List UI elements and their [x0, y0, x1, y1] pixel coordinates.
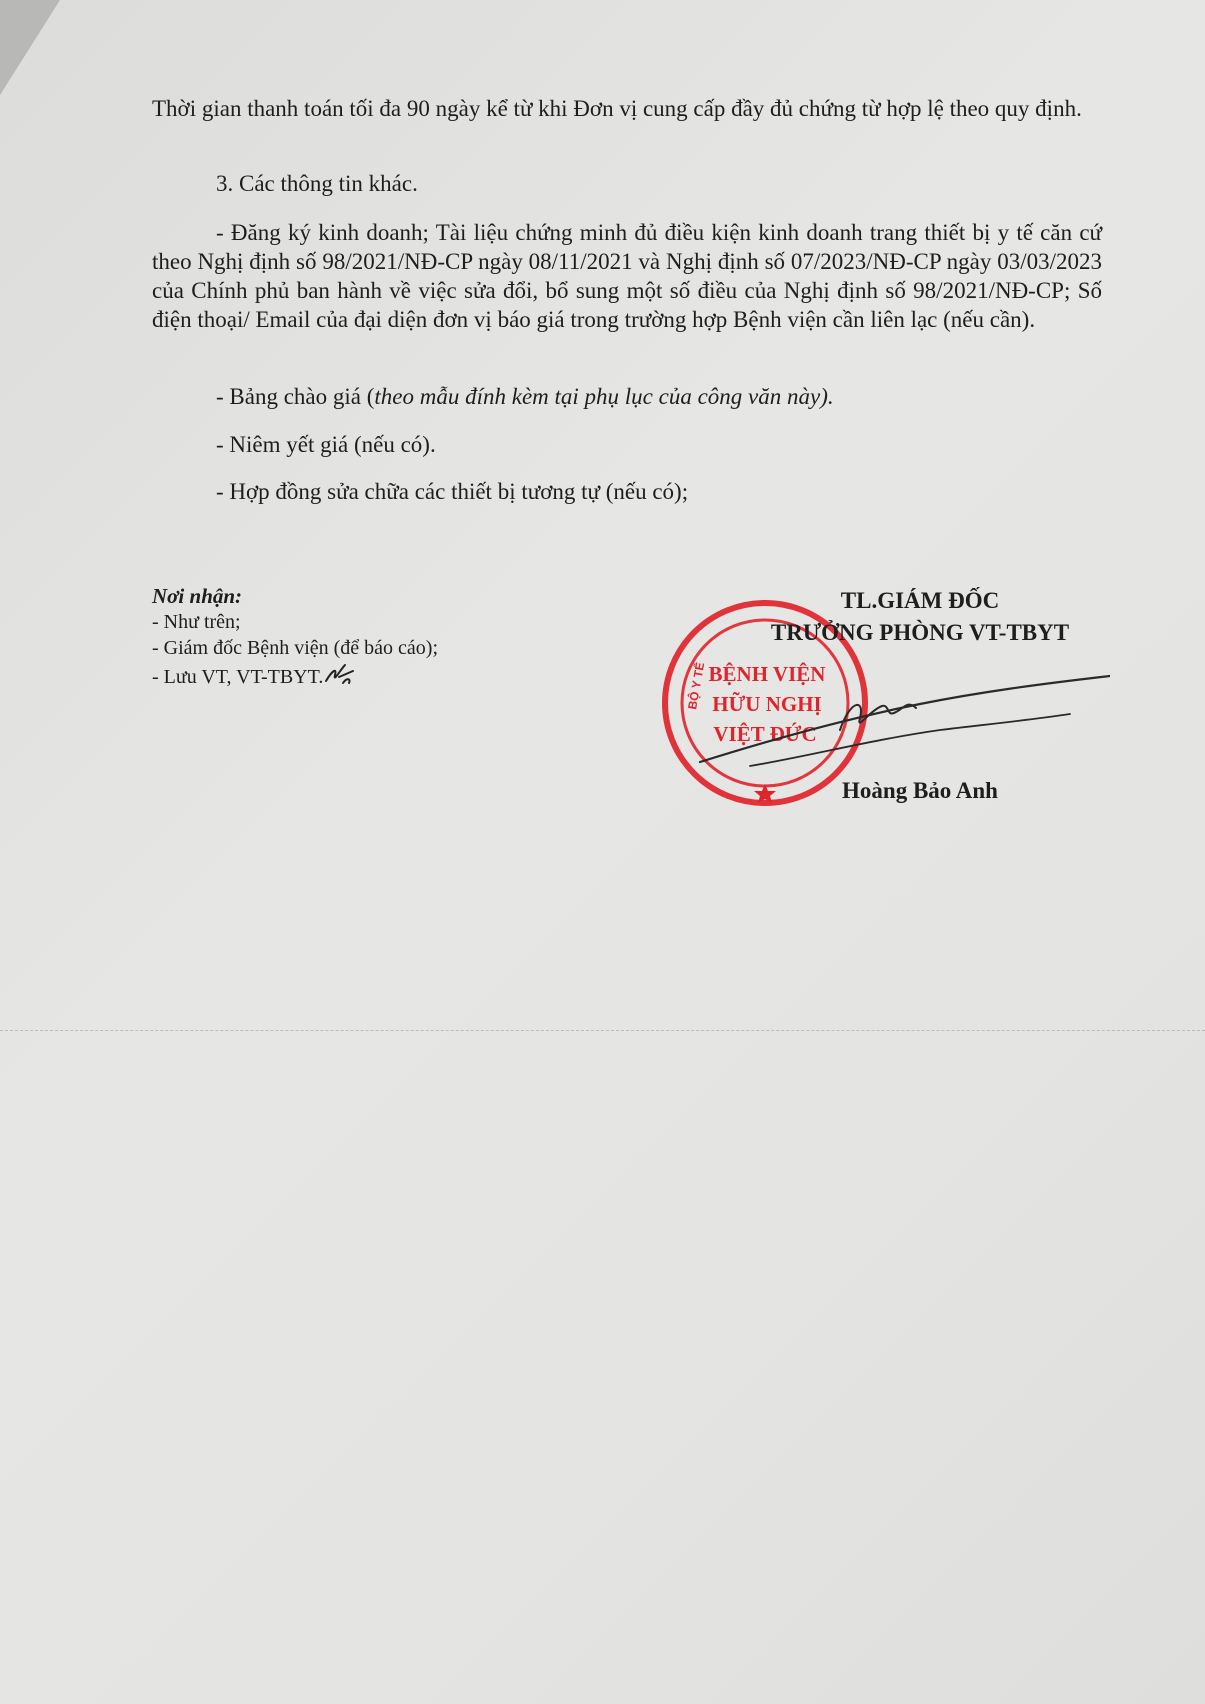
recipients-list — [152, 583, 438, 694]
recipient-item-label: - Lưu VT, VT-TBYT. — [152, 666, 324, 688]
price-listing-item: - Niêm yết giá (nếu có). — [216, 432, 436, 457]
business-paragraph: - Đăng ký kinh doanh; Tài liệu chứng minh đủ điều kiện kinh doanh trang thiết bị y tế căn cứ theo Nghị định số 98/2021/NĐ-CP ngày 08/11/2021 và Nghị định số 07/2023/NĐ-CP ngày 03/03/2023 của Chính phủ ban hành về việc sửa đổi, bổ sung một số điều của Nghị định số 98/2021/NĐ-CP; Số điện thoại/ Email của đại diện đơn vị báo giá trong trường hợp Bệnh viện cần liên lạc (nếu cần). — [152, 220, 1102, 332]
seal-ring-text: BỘ Y TẾ — [685, 661, 708, 711]
folded-corner — [0, 0, 60, 95]
paper-fold-line — [0, 1030, 1205, 1031]
quote-item — [152, 382, 1102, 411]
section-heading: 3. Các thông tin khác. — [216, 171, 418, 196]
handwritten-signature — [690, 670, 1110, 785]
quote-item-prefix: - Bảng chào giá ( — [216, 384, 375, 409]
quote-item-italic: theo mẫu đính kèm tại phụ lục của công văn này). — [374, 384, 834, 409]
recipient-item: - Như trên; — [152, 611, 241, 633]
initials-mark — [323, 661, 357, 694]
seal-line-2: HỮU NGHỊ — [712, 692, 822, 716]
signer-name: Hoàng Bảo Anh — [842, 778, 998, 803]
payment-paragraph: Thời gian thanh toán tối đa 90 ngày kể từ khi Đơn vị cung cấp đầy đủ chứng từ hợp lệ theo quy định. — [152, 96, 1082, 121]
contract-item: - Hợp đồng sửa chữa các thiết bị tương tự (nếu có); — [216, 479, 689, 504]
seal-line-1: BỆNH VIỆN — [708, 662, 826, 686]
signer-title-line-2: TRƯỞNG PHÒNG VT-TBYT — [770, 620, 1070, 645]
recipient-item: - Giám đốc Bệnh viện (để báo cáo); — [152, 637, 439, 659]
signer-title-line-1: TL.GIÁM ĐỐC — [840, 588, 1000, 613]
recipients-title: Nơi nhận: — [152, 584, 243, 608]
recipient-item — [152, 661, 438, 694]
seal-line-3: VIỆT ĐỨC — [713, 722, 817, 746]
